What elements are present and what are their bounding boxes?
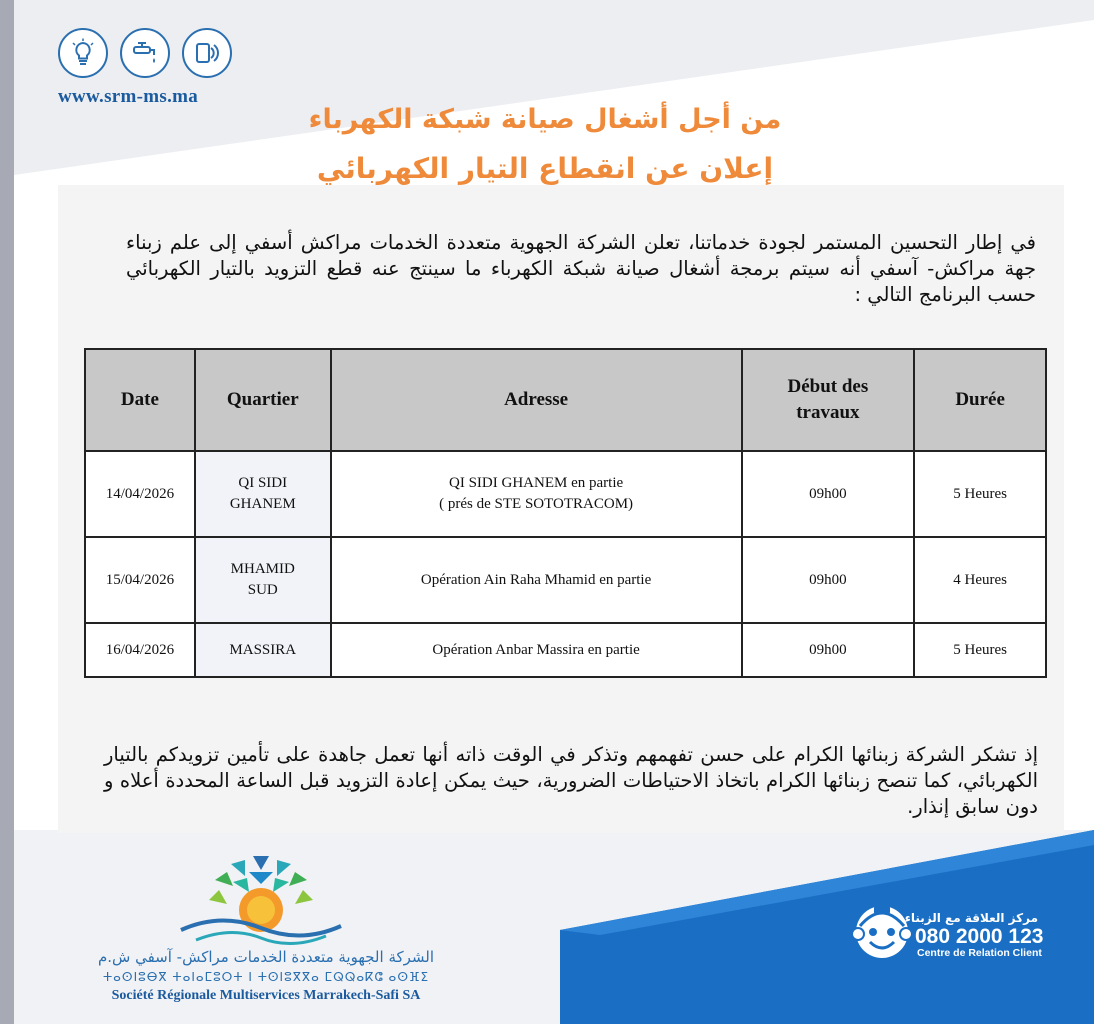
header-adresse: Adresse: [331, 349, 742, 451]
table-row: [85, 623, 1046, 677]
closing-paragraph: إذ تشكر الشركة زبنائها الكرام على حسن تفهمهم وتذكر في الوقت ذاته أنها تعمل جاهدة على تأمين تزويدكم بالتيار الكهربائي، كما تنصح زبنائها الكرام باتخاذ الاحتياطات الضرورية، حيث يمكن إعادة التزويد قبل الساعة المحددة أعلاه و دون سابق إنذار.: [104, 743, 1038, 818]
cell-quartier: [195, 451, 331, 537]
table-header-row: [85, 349, 1046, 451]
crc-phone-number[interactable]: 080 2000 123: [915, 925, 1044, 948]
cell-debut: 09h00: [742, 451, 915, 537]
announcement-title: من أجل أشغال صيانة شبكة الكهرباء: [308, 104, 782, 135]
cell-adresse: Opération Anbar Massira en partie: [331, 623, 742, 677]
customer-service-mascot-icon: [850, 896, 914, 964]
table-row: [85, 451, 1046, 537]
cell-duree: 4 Heures: [914, 537, 1046, 623]
cell-quartier-text: QI SIDI GHANEM: [229, 475, 296, 512]
lightbulb-icon: [58, 28, 108, 78]
cell-adresse: Opération Ain Raha Mhamid en partie: [331, 537, 742, 623]
cell-quartier-text: MHAMID SUD: [230, 561, 295, 598]
announcement-subtitle: إعلان عن انقطاع التيار الكهربائي: [316, 152, 774, 185]
header-date: Date: [85, 349, 195, 451]
service-icons: [58, 28, 232, 78]
intro-paragraph: في إطار التحسين المستمر لجودة خدماتنا، تعلن الشركة الجهوية متعددة الخدمات مراكش أسفي إلى علم زبناء جهة مراكش- آسفي أنه سيتم برمجة أشغال صيانة شبكة الكهرباء ما سينتج عنه قطع التزويد بالتيار الكهربائي حسب البرنامج التالي :: [126, 231, 1036, 306]
header-debut-text: Début des travaux: [787, 376, 869, 423]
website-link[interactable]: www.srm-ms.ma: [58, 86, 199, 107]
cell-quartier: [195, 537, 331, 623]
cell-date: 14/04/2026: [85, 451, 195, 537]
water-faucet-icon: [120, 28, 170, 78]
header-duree: Durée: [914, 349, 1046, 451]
crc-label-arabic: مركز العلاقة مع الزبناء: [904, 911, 1038, 925]
company-name-french: Société Régionale Multiservices Marrakech-Safi SA: [111, 988, 421, 1003]
cell-quartier: MASSIRA: [195, 623, 331, 677]
outage-schedule-table: [84, 348, 1047, 678]
company-logo: [176, 852, 346, 957]
cell-date: 16/04/2026: [85, 623, 195, 677]
cell-date: 15/04/2026: [85, 537, 195, 623]
cell-duree: 5 Heures: [914, 623, 1046, 677]
company-name-tifinagh: ⵜⴰⵙⵏⵓⴱⴳ ⵜⴰⵏⴰⵎⵓⵔⵜ ⵏ ⵜⵙⵏⵓⴳⴳⴰ ⵎⵕⵕⴰⴽⵛ ⴰⵙⴼⵉ: [102, 970, 430, 984]
header-debut: [742, 349, 915, 451]
cell-debut: 09h00: [742, 623, 915, 677]
company-name-arabic: الشركة الجهوية متعددة الخدمات مراكش- آسفي ش.م: [97, 948, 435, 966]
cell-debut: 09h00: [742, 537, 915, 623]
table-row: [85, 537, 1046, 623]
phone-service-icon: [182, 28, 232, 78]
cell-adresse-line2: ( prés de STE SOTOTRACOM): [439, 496, 634, 512]
cell-duree: 5 Heures: [914, 451, 1046, 537]
header-quartier: Quartier: [195, 349, 331, 451]
cell-adresse-line1: QI SIDI GHANEM en partie: [449, 475, 624, 491]
crc-label-french: Centre de Relation Client: [917, 947, 1042, 959]
cell-adresse: [331, 451, 742, 537]
